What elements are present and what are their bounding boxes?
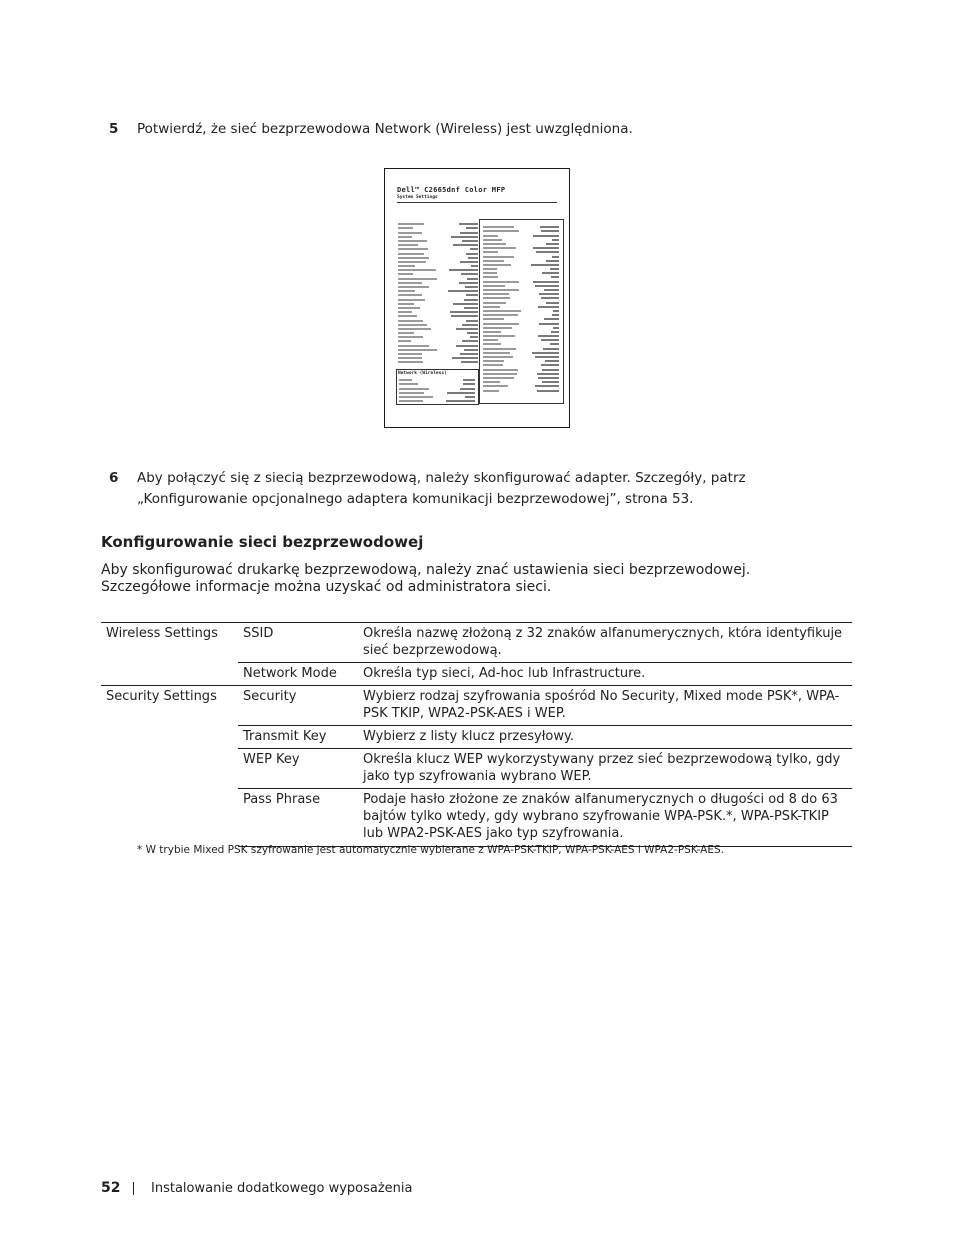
report-text-line — [483, 364, 559, 366]
intro-line: Aby skonfigurować drukarkę bezprzewodową, należy znać ustawienia sieci bezprzewodowej. — [101, 562, 751, 578]
report-text-line — [398, 286, 478, 288]
step-number: 5 — [109, 121, 119, 137]
report-text-line — [483, 339, 559, 341]
report-text-line — [483, 327, 559, 329]
group-cell: Security Settings — [101, 686, 238, 847]
report-text-line — [483, 272, 559, 274]
report-text-line — [398, 236, 478, 238]
report-text-line — [483, 335, 559, 337]
report-text-line — [483, 289, 559, 291]
report-text-line — [398, 261, 478, 263]
report-text-line — [398, 244, 478, 246]
step-text — [137, 468, 817, 510]
step-text-part: Potwierdź, że sieć bezprzewodowa — [137, 121, 375, 137]
report-text-line — [398, 290, 478, 292]
report-text-line — [398, 340, 478, 342]
report-text-line — [483, 314, 559, 316]
report-text-line — [483, 352, 559, 354]
step-number: 6 — [109, 470, 119, 486]
report-text-line — [483, 390, 559, 392]
report-text-line — [483, 260, 559, 262]
setting-name-cell: Network Mode — [238, 663, 363, 686]
cross-reference-link[interactable]: „Konfigurowanie opcjonalnego adaptera komunikacji bezprzewodowej”, strona 53. — [137, 491, 694, 507]
report-text-line — [398, 345, 478, 347]
setting-desc-cell: Wybierz z listy klucz przesyłowy. — [363, 726, 852, 749]
footnote: * W trybie Mixed PSK szyfrowanie jest automatycznie wybierane z WPA-PSK-TKIP, WPA-PSK-AES i WPA2-PSK-AES. — [137, 844, 724, 856]
report-text-line — [483, 302, 559, 304]
report-text-line — [483, 251, 559, 253]
report-text-line — [483, 256, 559, 258]
report-text-line — [398, 257, 478, 259]
report-right-column — [483, 224, 559, 394]
report-text-line — [398, 307, 478, 309]
section-heading: Konfigurowanie sieci bezprzewodowej — [101, 533, 424, 551]
report-text-line — [398, 336, 478, 338]
report-text-line — [398, 269, 478, 271]
report-text-line — [483, 377, 559, 379]
report-text-line — [398, 294, 478, 296]
report-text-line — [398, 332, 478, 334]
report-text-line — [398, 227, 478, 229]
setting-name-cell: Transmit Key — [238, 726, 363, 749]
report-text-line — [483, 381, 559, 383]
setting-name-cell: Security — [238, 686, 363, 726]
setting-desc-cell: Wybierz rodzaj szyfrowania spośród No Security, Mixed mode PSK*, WPA-PSK TKIP, WPA2-PSK-AES i WEP. — [363, 686, 852, 726]
table-row — [101, 686, 852, 726]
step-text — [137, 119, 817, 140]
report-text-line — [483, 306, 559, 308]
report-text-line — [398, 253, 478, 255]
section-intro — [101, 562, 821, 596]
report-left-column — [398, 221, 478, 366]
report-text-line — [483, 285, 559, 287]
report-text-line — [399, 392, 475, 394]
report-text-line — [483, 310, 559, 312]
report-text-line — [483, 323, 559, 325]
step-text-part: jest uwzględniona. — [502, 121, 633, 137]
page-number: 52 — [101, 1180, 121, 1196]
report-text-line — [398, 299, 478, 301]
report-text-line — [398, 265, 478, 267]
report-text-line — [398, 273, 478, 275]
setting-desc-cell: Określa typ sieci, Ad-hoc lub Infrastructure. — [363, 663, 852, 686]
report-wireless-lines — [399, 377, 475, 404]
footer-section-title: Instalowanie dodatkowego wyposażenia — [151, 1181, 413, 1196]
report-text-line — [483, 373, 559, 375]
report-text-line — [398, 353, 478, 355]
report-text-line — [483, 247, 559, 249]
report-text-line — [483, 360, 559, 362]
report-text-line — [398, 232, 478, 234]
report-rule — [397, 202, 557, 203]
report-text-line — [398, 282, 478, 284]
report-text-line — [398, 223, 478, 225]
report-text-line — [483, 293, 559, 295]
report-text-line — [398, 248, 478, 250]
report-network-wireless-label: Network (Wireless) — [398, 371, 447, 376]
report-text-line — [398, 311, 478, 313]
report-text-line — [483, 239, 559, 241]
report-text-line — [483, 356, 559, 358]
report-text-line — [398, 240, 478, 242]
report-text-line — [398, 349, 478, 351]
setting-name-cell: SSID — [238, 623, 363, 663]
step-text-line: Aby połączyć się z siecią bezprzewodową, należy skonfigurować adapter. Szczegóły, patrz — [137, 470, 746, 486]
report-text-line — [483, 243, 559, 245]
wireless-settings-table — [101, 622, 852, 847]
setting-name-cell: Pass Phrase — [238, 789, 363, 847]
report-text-line — [399, 379, 475, 381]
report-text-line — [483, 276, 559, 278]
report-text-line — [399, 396, 475, 398]
table-row — [101, 623, 852, 663]
report-text-line — [483, 235, 559, 237]
report-text-line — [483, 230, 559, 232]
wireless-network-label: Network (Wireless) — [374, 121, 503, 137]
report-text-line — [398, 278, 478, 280]
setting-desc-cell: Podaje hasło złożone ze znaków alfanumerycznych o długości od 8 do 63 bajtów tylko wtedy, gdy wybrano szyfrowanie WPA-PSK.*, WPA-PSK-TKIP lub WPA2-PSK-AES jako typ szyfrowania. — [363, 789, 852, 847]
footer-divider — [133, 1182, 134, 1195]
group-cell: Wireless Settings — [101, 623, 238, 686]
report-text-line — [399, 400, 475, 402]
report-text-line — [483, 297, 559, 299]
report-subtitle: System Settings — [397, 195, 438, 200]
intro-line: Szczegółowe informacje można uzyskać od administratora sieci. — [101, 579, 552, 595]
report-text-line — [483, 343, 559, 345]
report-text-line — [398, 361, 478, 363]
report-text-line — [483, 281, 559, 283]
setting-desc-cell: Określa nazwę złożoną z 32 znaków alfanumerycznych, która identyfikuje sieć bezprzewodową. — [363, 623, 852, 663]
report-text-line — [483, 348, 559, 350]
report-text-line — [398, 328, 478, 330]
report-text-line — [483, 369, 559, 371]
setting-name-cell: WEP Key — [238, 749, 363, 789]
setting-desc-cell: Określa klucz WEP wykorzystywany przez sieć bezprzewodową tylko, gdy jako typ szyfrowania wybrano WEP. — [363, 749, 852, 789]
report-text-line — [398, 357, 478, 359]
report-text-line — [398, 320, 478, 322]
report-text-line — [398, 324, 478, 326]
report-text-line — [483, 226, 559, 228]
report-text-line — [483, 385, 559, 387]
report-text-line — [398, 303, 478, 305]
report-title: Dell™ C2665dnf Color MFP — [397, 186, 506, 194]
system-settings-report-thumbnail — [384, 168, 570, 428]
report-text-line — [483, 264, 559, 266]
report-text-line — [399, 383, 475, 385]
report-text-line — [483, 331, 559, 333]
report-text-line — [398, 315, 478, 317]
report-text-line — [399, 388, 475, 390]
report-text-line — [483, 318, 559, 320]
report-text-line — [483, 268, 559, 270]
